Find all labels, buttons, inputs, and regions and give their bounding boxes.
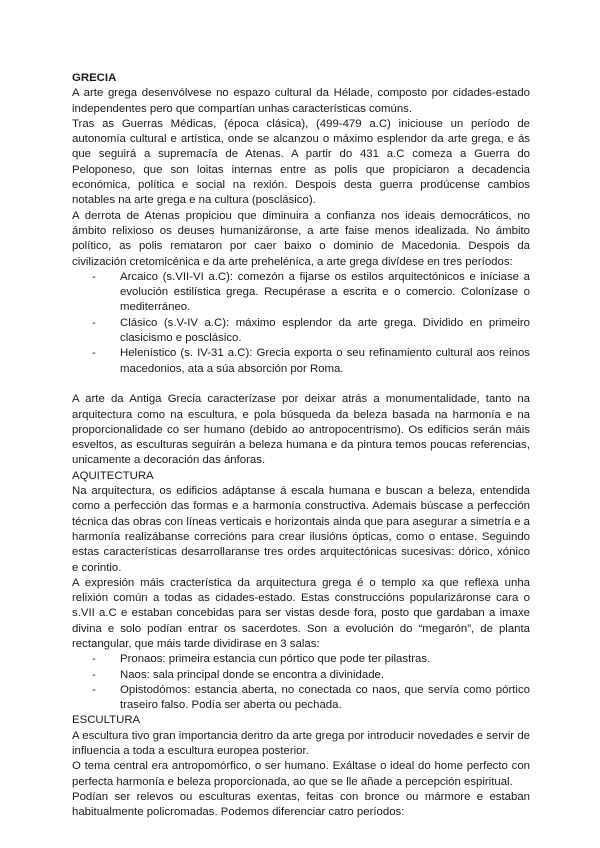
list-item-naos: - Naos: sala principal donde se encontra a divinidade. bbox=[106, 668, 530, 683]
intro-paragraph-1: A arte grega desenvólvese no espazo cultural da Hélade, composto por cidades-estado independentes pero que compartían unhas características comúns. bbox=[72, 87, 530, 115]
periods-list bbox=[72, 270, 530, 377]
list-item-arcaico: - Arcaico (s.VII-VI a.C): comezón a fijarse os estilos arquitectónicos e iníciase a evolución estilística grega. Recupérase a escrita e o comercio. Colonízase o mediterráneo. bbox=[106, 270, 530, 316]
architecture-paragraph-1: Na arquitectura, os edificios adáptanse á escala humana e buscan a beleza, entendida como a perfección das formas e a harmonía constructiva. Ademais búscase a perfección técnica das obras con líneas verticais e horizontais ainda que para asegurar a simetría e a harmonía realizábanse correcións para crear ilusións ópticas, como o entase. Seguindo estas características desarrollaranse tres ordes arquitectónicas sucesivas: dórico, xónico e corintio. bbox=[72, 485, 530, 574]
summary-paragraph: A arte da Antiga Grecia caracterízase por deixar atrás a monumentalidade, tanto na arquitectura como na escultura, e pola búsqueda da beleza basada na harmonía e na proporcionalidade co ser humano (debido ao antropocentrismo). Os edificios serán máis esveltos, as esculturas seguirán a beleza humana e da pintura temos poucas referencias, unicamente a decoración das ánforas. bbox=[72, 393, 530, 467]
blank-line bbox=[72, 377, 530, 392]
document-title: GRECIA bbox=[72, 72, 117, 84]
list-item-pronaos: - Pronaos: primeira estancia cun pórtico que pode ter pilastras. bbox=[106, 652, 530, 667]
architecture-paragraph-2: A expresión máis cracterística da arquitectura grega é o templo xa que reflexa unha relixión común a todas as cidades-estado. Estas construccións popularizáronse cara o s.VII a.C e estaban concebidas para ser vistas desde fora, posto que gardaban a imaxe divina e solo podían entrar os sacerdotes. Son a evolución do “megarón”, de planta rectangular, que máis tarde dividirase en 3 salas: bbox=[72, 576, 530, 650]
intro-paragraph-3: A derrota de Atenas propiciou que diminuira a confianza nos ideais democráticos, no ámbito relixioso os deuses humanizáronse, a arte faise menos idealizada. No ámbito político, as polis remataron por caer baixo o dominio de Macedonia. Despois da civilización cretomicénica e da arte preheléníca, a arte grega divídese en tres períodos: bbox=[72, 209, 530, 268]
sculpture-paragraph-3: Podían ser relevos ou esculturas exentas, feitas con bronce ou mármore e estaban habitualmente policromadas. Podemos diferenciar catro períodos: bbox=[72, 790, 530, 819]
sculpture-paragraph-2: O tema central era antropomórfico, o ser humano. Exáltase o ideal do home perfecto con perfecta harmonía e beleza proporcionada, ao que se lle añade a percepción espiritual. bbox=[72, 760, 530, 788]
list-item-clasico: - Clásico (s.V-IV a.C): máximo esplendor da arte grega. Dividido en primeiro clasicismo e posclásico. bbox=[106, 316, 530, 347]
architecture-heading: AQUITECTURA bbox=[72, 469, 154, 482]
sculpture-paragraph-1: A escultura tivo gran importancia dentro da arte grega por introducir novedades e servir de influencia a toda a escultura europea posterior. bbox=[72, 729, 530, 758]
sculpture-heading: ESCULTURA bbox=[72, 714, 141, 727]
temple-rooms-list bbox=[72, 652, 530, 713]
list-item-opistodomos: - Opistodómos: estancia aberta, no conectada co naos, que servía como pórtico traseiro falso. Podía ser aberta ou pechada. bbox=[106, 683, 530, 714]
list-item-helenistico: - Helenístico (s. IV-31 a.C): Grecia exporta o seu refinamiento cultural aos reinos macedonios, ata a súa absorción por Roma. bbox=[106, 346, 530, 377]
intro-paragraph-2: Tras as Guerras Médicas, (época clásica), (499-479 a.C) iniciouse un período de autonomía cultural e artística, onde se alcanzou o máximo esplendor da arte grega, e ás que seguirá a supremacía de Atenas. A partir do 431 a.C comeza a Guerra do Peloponeso, que son loitas internas entre as polis que propiciaron a decadencia económica, política e social na rexión. Despois desta guerra prodúcense cambios notables na arte grega e na cultura (posclásico). bbox=[72, 117, 530, 207]
